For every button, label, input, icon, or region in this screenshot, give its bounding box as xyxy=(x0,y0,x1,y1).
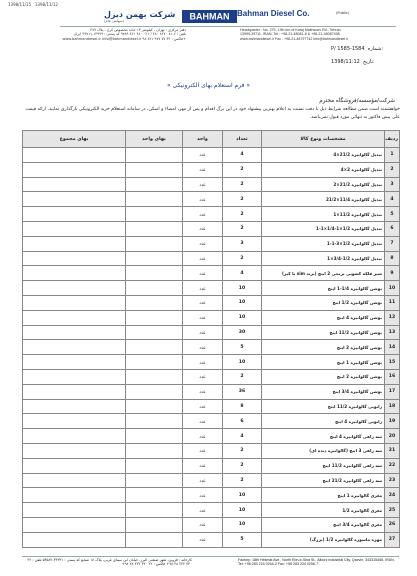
description-cell: بوشن گالوانیزه 1 اینچ xyxy=(262,355,385,370)
total-price-cell xyxy=(23,399,126,414)
description-cell: مغزی گالوانیزه 1/2 xyxy=(262,503,385,518)
footer-factory-address-en: Factory: 18th Hekmat Ave., North Ebn-e-Sina St., Alborz Industrial City, Qazvin, 343315458, IRAN. Tel: +98 283 224 0244-2 Fax: +98 283 224 0256-7 xyxy=(238,558,395,567)
description-cell: سه راهی 3 اینچ (گالوانیزه دنده ای) xyxy=(262,443,385,458)
logo-text: BAHMAN xyxy=(189,11,230,22)
form-title: « فرم استعلام بهای الکترونیکی » xyxy=(166,82,251,89)
unit-cell: عدد xyxy=(183,221,223,236)
table-row xyxy=(23,325,400,340)
date-value: 1398/11:12 xyxy=(331,59,360,65)
description-cell: تبدیل گالوانیزه 2×4 xyxy=(262,162,385,177)
table-row xyxy=(23,148,400,163)
table-row xyxy=(23,221,400,236)
total-price-cell xyxy=(23,384,126,399)
row-number-cell: 13 xyxy=(385,325,400,340)
unit-cell: عدد xyxy=(183,488,223,503)
row-number-cell: 4 xyxy=(385,192,400,207)
quantity-cell: 2 xyxy=(223,221,262,236)
total-price-cell xyxy=(23,517,126,532)
unit-price-cell xyxy=(126,384,183,399)
unit-cell: عدد xyxy=(183,295,223,310)
description-cell: تبدیل گالوانیزه 21/2×2 xyxy=(262,177,385,192)
address-en xyxy=(240,28,400,41)
items-table xyxy=(22,130,400,548)
total-price-cell xyxy=(23,443,126,458)
quantity-cell: 4 xyxy=(223,266,262,281)
unit-price-cell xyxy=(126,414,183,429)
row-number-cell: 24 xyxy=(385,488,400,503)
total-price-cell xyxy=(23,236,126,251)
quantity-cell: 2 xyxy=(223,207,262,222)
logo-emblem-icon xyxy=(182,10,237,23)
table-row xyxy=(23,443,400,458)
unit-cell: عدد xyxy=(183,443,223,458)
unit-price-cell xyxy=(126,192,183,207)
table-row xyxy=(23,458,400,473)
description-cell: بوشن گالوانیزه 3/4 اینچ xyxy=(262,384,385,399)
total-price-cell xyxy=(23,148,126,163)
quantity-cell: 10 xyxy=(223,295,262,310)
unit-cell: عدد xyxy=(183,532,223,547)
number-label: شماره: xyxy=(367,46,384,52)
description-cell: مغزی گالوانیزه 1 اینچ xyxy=(262,488,385,503)
total-price-cell xyxy=(23,251,126,266)
address-fa-line2: تلفن : ۶-۸۱ ۸۲۷۰ ۴۸۰ / ۰۲۱ ۴۸۰ ۸۲۱ ۹۷۸۹ کد پستی : ۱۳۹۹۹-۳۹۷۱۱ ایران xyxy=(73,32,186,37)
unit-price-cell xyxy=(126,443,183,458)
row-number-cell: 2 xyxy=(385,162,400,177)
total-price-cell xyxy=(23,488,126,503)
unit-cell: عدد xyxy=(183,325,223,340)
description-cell: بوشن گالوانیزه 2 اینچ xyxy=(262,369,385,384)
col-header-quantity: تعداد xyxy=(223,131,262,148)
row-number-cell: 26 xyxy=(385,517,400,532)
col-header-unit: واحد xyxy=(183,131,223,148)
total-price-cell xyxy=(23,532,126,547)
unit-price-cell xyxy=(126,517,183,532)
table-row xyxy=(23,281,400,296)
quantity-cell: 2 xyxy=(223,369,262,384)
row-number-cell: 21 xyxy=(385,443,400,458)
unit-price-cell xyxy=(126,207,183,222)
table-row xyxy=(23,503,400,518)
unit-price-cell xyxy=(126,310,183,325)
row-number-cell: 1 xyxy=(385,148,400,163)
total-price-cell xyxy=(23,266,126,281)
unit-price-cell xyxy=(126,266,183,281)
table-row xyxy=(23,532,400,547)
total-price-cell xyxy=(23,503,126,518)
description-cell: تبدیل گالوانیزه 1/2-3/4×1 xyxy=(262,251,385,266)
stamp-date-2: 1398/11/12 xyxy=(34,2,58,7)
table-row xyxy=(23,162,400,177)
bahman-logo xyxy=(182,8,237,21)
unit-cell: عدد xyxy=(183,192,223,207)
row-number-cell: 6 xyxy=(385,221,400,236)
received-date-stamp xyxy=(8,3,58,7)
total-price-cell xyxy=(23,355,126,370)
header-divider xyxy=(60,26,396,27)
footer-factory-address-fa: کارخانه : قزوین، شهر صنعتی البرز، خیابان ابن سینای غربی، پلاک ۱۸ صنایع کد پستی : ۳۴۳۳۱-۵۴۵۸۲ تلفن : ۲۲ ۴۴۰ ۲۲۲ ۲۸ ۹۸+ فاکس : ۲۲ ۴۴۰ ۲۲۲ ۲۸ ۹۸+ xyxy=(27,558,192,567)
unit-cell: عدد xyxy=(183,236,223,251)
description-cell: تبدیل گالوانیزه 11/2×1 xyxy=(262,207,385,222)
col-header-total-price: بهای مجموع xyxy=(23,131,126,148)
address-fa xyxy=(62,28,186,41)
table-row xyxy=(23,192,400,207)
quantity-cell: 2 xyxy=(223,177,262,192)
unit-cell: عدد xyxy=(183,281,223,296)
row-number-cell: 11 xyxy=(385,295,400,310)
unit-price-cell xyxy=(126,148,183,163)
quantity-cell: 2 xyxy=(223,458,262,473)
quantity-cell: 10 xyxy=(223,355,262,370)
row-number-cell: 9 xyxy=(385,266,400,281)
quantity-cell: 6 xyxy=(223,414,262,429)
description-cell: زانویی گالوانیزه 11/2 اینچ xyxy=(262,399,385,414)
table-row xyxy=(23,517,400,532)
unit-price-cell xyxy=(126,325,183,340)
quantity-cell: 4 xyxy=(223,148,262,163)
address-fa-line3: www.bahmandiesel.ir info@bahmandiesel.ir فاکس : ۴۲ ۷۷ ۹۷۷ ۸۲۱ ۹۸+ xyxy=(62,36,186,41)
description-cell: بوشن گالوانیزه 2 اینچ xyxy=(262,340,385,355)
description-cell: تبدیل گالوانیزه 1/2×3-1-1 xyxy=(262,236,385,251)
description-cell: بوشن گالوانیزه 11/2 اینچ xyxy=(262,325,385,340)
company-name-en: Bahman Diesel Co. xyxy=(237,9,310,18)
quantity-cell: 8 xyxy=(223,399,262,414)
row-number-cell: 25 xyxy=(385,503,400,518)
company-name-fa: شرکت بهمن دیزل xyxy=(104,10,176,19)
table-row xyxy=(23,207,400,222)
row-number-cell: 23 xyxy=(385,473,400,488)
unit-cell: عدد xyxy=(183,310,223,325)
unit-price-cell xyxy=(126,251,183,266)
table-row xyxy=(23,399,400,414)
total-price-cell xyxy=(23,192,126,207)
col-header-description: مشخصات ونوع کالا xyxy=(262,131,385,148)
description-cell: سه راهی گالوانیزه 11/2 اینچ xyxy=(262,458,385,473)
unit-cell: عدد xyxy=(183,429,223,444)
unit-cell: عدد xyxy=(183,517,223,532)
number-value: P/ 1585-1584 xyxy=(331,46,365,52)
description-cell: تبدیل گالوانیزه 21/2×4 xyxy=(262,148,385,163)
greeting: شرکت/مؤسسه/فروشگاه محترم xyxy=(319,98,395,104)
table-row xyxy=(23,236,400,251)
quantity-cell: 30 xyxy=(223,325,262,340)
row-number-cell: 22 xyxy=(385,458,400,473)
quantity-cell: 4 xyxy=(223,429,262,444)
quantity-cell: 2 xyxy=(223,162,262,177)
unit-price-cell xyxy=(126,295,183,310)
unit-cell: عدد xyxy=(183,177,223,192)
row-number-cell: 14 xyxy=(385,340,400,355)
total-price-cell xyxy=(23,281,126,296)
row-number-cell: 19 xyxy=(385,414,400,429)
unit-cell: عدد xyxy=(183,473,223,488)
table-row xyxy=(23,488,400,503)
total-price-cell xyxy=(23,177,126,192)
unit-price-cell xyxy=(126,488,183,503)
table-row xyxy=(23,384,400,399)
total-price-cell xyxy=(23,295,126,310)
quantity-cell: 2 xyxy=(223,443,262,458)
unit-cell: عدد xyxy=(183,251,223,266)
quantity-cell: 3 xyxy=(223,236,262,251)
row-number-cell: 3 xyxy=(385,177,400,192)
unit-cell: عدد xyxy=(183,384,223,399)
row-number-cell: 5 xyxy=(385,207,400,222)
quantity-cell: 10 xyxy=(223,310,262,325)
stamp-date-1: 1398/11/15 xyxy=(8,2,32,7)
unit-cell: عدد xyxy=(183,369,223,384)
total-price-cell xyxy=(23,340,126,355)
unit-cell: عدد xyxy=(183,266,223,281)
total-price-cell xyxy=(23,207,126,222)
unit-cell: عدد xyxy=(183,355,223,370)
unit-price-cell xyxy=(126,177,183,192)
table-row xyxy=(23,310,400,325)
description-cell: شیر فلکه کشویی برنجی 2 اینچ (برند sim یا کیز) xyxy=(262,266,385,281)
col-header-unit-price: بهای واحد xyxy=(126,131,183,148)
unit-cell: عدد xyxy=(183,458,223,473)
unit-cell: عدد xyxy=(183,399,223,414)
row-number-cell: 12 xyxy=(385,310,400,325)
quantity-cell: 10 xyxy=(223,488,262,503)
description-cell: بوشن گالوانیزه 1/2 اینچ xyxy=(262,295,385,310)
row-number-cell: 16 xyxy=(385,369,400,384)
description-cell: سه راهی گالوانیزه 21/2 اینچ xyxy=(262,473,385,488)
description-cell: تبدیل گالوانیزه 1/2×1-1/4×1-1 xyxy=(262,221,385,236)
quantity-cell: 10 xyxy=(223,517,262,532)
unit-cell: عدد xyxy=(183,162,223,177)
unit-cell: عدد xyxy=(183,414,223,429)
total-price-cell xyxy=(23,429,126,444)
total-price-cell xyxy=(23,221,126,236)
company-name-en-sub: (Public) xyxy=(336,11,350,15)
total-price-cell xyxy=(23,473,126,488)
unit-price-cell xyxy=(126,355,183,370)
row-number-cell: 20 xyxy=(385,429,400,444)
total-price-cell xyxy=(23,414,126,429)
unit-price-cell xyxy=(126,399,183,414)
address-en-line1: Headquarter : No. 279, 13th km of Karaj Makhsous Rd., Tehran xyxy=(240,28,341,32)
total-price-cell xyxy=(23,162,126,177)
table-row xyxy=(23,429,400,444)
company-name-fa-sub: (سهامی عام) xyxy=(104,19,125,23)
footer-divider xyxy=(22,556,399,557)
document-number xyxy=(331,46,383,52)
row-number-cell: 17 xyxy=(385,384,400,399)
unit-cell: عدد xyxy=(183,340,223,355)
unit-cell: عدد xyxy=(183,207,223,222)
row-number-cell: 7 xyxy=(385,236,400,251)
unit-price-cell xyxy=(126,458,183,473)
date-label: تاریخ: xyxy=(363,59,375,65)
quantity-cell: 36 xyxy=(223,384,262,399)
unit-price-cell xyxy=(126,532,183,547)
address-fa-line1: دفتر مرکزی : تهران - کیلومتر ۱۳ جاده مخصوص کرج - پلاک ۲۷۹ xyxy=(90,28,186,32)
row-number-cell: 10 xyxy=(385,281,400,296)
quantity-cell: 2 xyxy=(223,251,262,266)
description-cell: بوشن گالوانیزه 4 اینچ xyxy=(262,310,385,325)
unit-price-cell xyxy=(126,473,183,488)
row-number-cell: 8 xyxy=(385,251,400,266)
row-number-cell: 27 xyxy=(385,532,400,547)
description-cell: مهره ماسوره گالوانیزه 1/2 (بزرگ) xyxy=(262,532,385,547)
total-price-cell xyxy=(23,310,126,325)
unit-price-cell xyxy=(126,236,183,251)
description-cell: سه راهی گالوانیزه 4 اینچ xyxy=(262,429,385,444)
row-number-cell: 15 xyxy=(385,355,400,370)
table-row xyxy=(23,177,400,192)
quantity-cell: 5 xyxy=(223,340,262,355)
unit-price-cell xyxy=(126,503,183,518)
quantity-cell: 10 xyxy=(223,503,262,518)
table-row xyxy=(23,414,400,429)
col-header-row-number: ردیف xyxy=(385,131,400,148)
quantity-cell: 2 xyxy=(223,473,262,488)
unit-price-cell xyxy=(126,281,183,296)
table-row xyxy=(23,266,400,281)
table-row xyxy=(23,355,400,370)
description-cell: تبدیل گالوانیزه 11/4×21/2 xyxy=(262,192,385,207)
unit-price-cell xyxy=(126,369,183,384)
quantity-cell: 10 xyxy=(223,281,262,296)
unit-cell: عدد xyxy=(183,503,223,518)
intro-text: خواهشمند است ضمن مطالعه شرایط ذیل با دقت نسبت به اعلام بهترین پیشنهاد خود در این برگ اقدام و پس از مهر، امضاء و اسکن، در سامانه استعلام خرید الکترونیکی بارگذاری نمایید. ارائه قیمت علی پیش فاکتور به تنهائی مورد قبول نمی‌باشد. xyxy=(25,107,400,120)
unit-cell: عدد xyxy=(183,148,223,163)
total-price-cell xyxy=(23,458,126,473)
table-row xyxy=(23,340,400,355)
unit-price-cell xyxy=(126,429,183,444)
total-price-cell xyxy=(23,325,126,340)
description-cell: مغزی گالوانیزه 3/4 اینچ xyxy=(262,517,385,532)
quantity-cell: 2 xyxy=(223,192,262,207)
document-date xyxy=(331,59,375,65)
table-row xyxy=(23,369,400,384)
table-row xyxy=(23,295,400,310)
unit-price-cell xyxy=(126,162,183,177)
address-en-line3: www.bahmandiesel.ir Fax : +98-21-48797742 info@bahmandiesel.ir xyxy=(240,36,349,41)
table-row xyxy=(23,251,400,266)
unit-price-cell xyxy=(126,340,183,355)
total-price-cell xyxy=(23,369,126,384)
address-en-line2: 13999-39711, IRAN. Tel : +98-21-48081-6 & +98-21-48087498 xyxy=(240,32,340,37)
table-row xyxy=(23,473,400,488)
description-cell: بوشن گالوانیزه 1/4-1 اینچ xyxy=(262,281,385,296)
description-cell: زانویی گالوانیزه 4 اینچ xyxy=(262,414,385,429)
quantity-cell: 5 xyxy=(223,532,262,547)
table-header-row xyxy=(23,131,400,148)
unit-price-cell xyxy=(126,221,183,236)
items-table-body xyxy=(23,148,400,548)
row-number-cell: 18 xyxy=(385,399,400,414)
